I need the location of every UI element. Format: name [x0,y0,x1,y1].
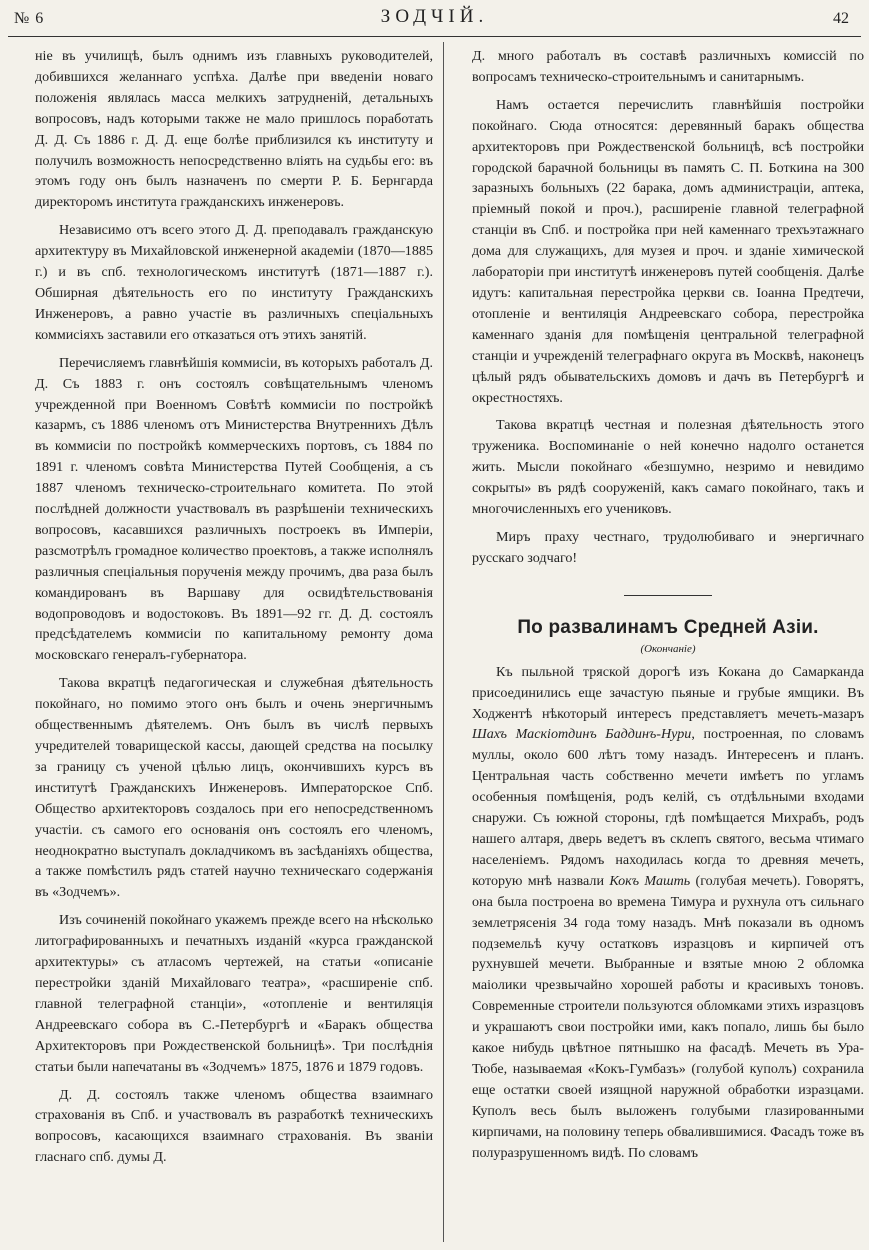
page-number: 42 [833,10,849,27]
paragraph: Независимо отъ всего этого Д. Д. преподавалъ гражданскую архитектуру въ Михайловской инженерной академiи (1870—1885 г.) и въ спб. технологическомъ институтѣ (1871—1887 г.). Обширная дѣятельность его по институту Гражданскихъ Инженеровъ, а равно участiе въ различныхъ спецiальныхъ коммисiяхъ заставили его отказаться отъ этихъ занятiй. [35,222,433,343]
text-run: , построенная, по словамъ муллы, около 600 лѣтъ тому назадъ. Интересенъ и планъ. Центральная часть собственно мечети имѣетъ по угламъ особенныя помѣщенiя, родъ келiй, съ отдѣльными входами снаружи. Съ южной стороны, гдѣ помѣщается Михрабъ, родъ нашего алтаря, дверь ведетъ въ склепъ святого, весьма чтимаго населенiемъ. Рядомъ находилась когда то древняя мечеть, которую мнѣ назвали [472,726,864,889]
left-column [35,46,433,1168]
right-column [472,46,864,1164]
paragraph: Такова вкратцѣ честная и полезная дѣятельность этого труженика. Воспоминанiе о ней конечно надолго останется жить. Мысли покойнаго «безшумно, незримо и невидимо сокрыты» въ рядѣ сооруженiй, какъ самаго покойнаго, такъ и многочисленныхъ его учениковъ. [472,417,864,518]
article-title: По развалинамъ Средней Азiи. [517,616,819,638]
paragraph: Изъ сочиненiй покойнаго укажемъ прежде всего на нѣсколько литографированныхъ и печатныхъ изданiй «курса гражданской архитектуры» съ атласомъ чертежей, на статьи «описанiе перестройки зданiй Михайловаго театра», «расширенiе спб. главной телеграфной станцiи», «отопленiе и вентиляцiя Андреевскаго собора въ С.-Петербургѣ и «Баракъ общества Архитекторовъ при Рождественской больницѣ». Три послѣднiя статьи были напечатаны въ «Зодчемъ» 1875, 1876 и 1879 годовъ. [35,912,433,1075]
paragraph: Д. много работалъ въ составѣ различныхъ комиссiй по вопросамъ техническо-строительнымъ и санитарнымъ. [472,48,864,85]
page-header [0,0,869,40]
column-divider [443,42,444,1242]
paragraph: Перечисляемъ главнѣйшiя коммисiи, въ которыхъ работалъ Д. Д. Съ 1883 г. онъ состоялъ совѣщательнымъ членомъ учрежденной при Военномъ Совѣтѣ коммисiи по постройкѣ казармъ, съ 1886 членомъ отъ Министерства Внутреннихъ Дѣлъ въ коммисiи по постройкѣ коммерческихъ портовъ, съ 1884 по 1891 г. членомъ совѣта Министерства Путей Сообщенiя, а съ 1887 членомъ техническо-строительнаго комитета. По этой послѣдней должности участвовалъ въ разрѣшенiи техническихъ вопросовъ, касавшихся различныхъ построекъ въ Имперiи, разсмотрѣлъ громадное количество проектовъ, а также исполнялъ различныя спецiальныя порученiя между прочимъ, два раза былъ командированъ въ Варшаву для освидѣтельствованiя водопроводовъ и водостоковъ. Въ 1891—92 гг. Д. Д. состоялъ предсѣдателемъ коммисiи по капитальному ремонту дома московскаго генералъ-губернатора. [35,354,433,664]
header-rule [8,36,861,37]
journal-title: ЗОДЧIЙ. [380,6,489,27]
mosque-name: Кокъ Машть [609,872,691,889]
issue-number: № 6 [14,10,45,27]
paragraph: Намъ остается перечислить главнѣйшiя постройки покойнаго. Сюда относятся: деревянный баракъ общества архитекторовъ при Рождественской больницѣ, всѣ постройки городской барачной больницы въ память С. П. Боткина на 300 заразныхъ больныхъ (22 барака, домъ администрацiи, аптека, прiемный покой и проч.), расширенiе главной телеграфной станцiи въ Спб. и постройка при ней каменнаго трехъэтажнаго дома для служащихъ, для музея и проч. и зданiе химической лабораторiи при институтѣ инженеровъ путей сообщенiя. Далѣе идутъ: капитальная перестройка церкви св. Iоанна Предтечи, отопленiе и вентиляцiя Андреевскаго собора, перестройка каменнаго зданiя для помѣщенiя центральной телеграфной станцiи и учрежденiй телеграфнаго округа въ Москвѣ, наконецъ цѣлый рядъ обывательскихъ домовъ и дачъ въ Петербургѣ и окрестностяхъ. [472,96,864,406]
paragraph: Такова вкратцѣ педагогическая и служебная дѣятельность покойнаго, но помимо этого онъ былъ и очень энергичнымъ общественнымъ дѣятелемъ. Онъ былъ въ числѣ первыхъ учредителей товарищеской кассы, дающей средства на посылку за границу съ ученой цѣлью лицъ, окончившихъ курсъ въ институтѣ Гражданскихъ Инженеровъ. Императорское Спб. Общество архитекторовъ создалось при его непосредственномъ участiи. съ самого его основанiя онъ состоялъ его членомъ, неоднократно выступалъ докладчикомъ въ засѣданiяхъ общества, а также помѣстилъ рядъ статей научно техническаго содержанiя въ «Зодчемъ». [35,675,433,901]
text-run: (голубая мечеть). Говорятъ, она была построена во времена Тимура и рухнула отъ сильнаго землетрясенiя 34 года тому назадъ. Мнѣ показали въ одномъ подземельѣ кучу остатковъ изразцовъ и кирпичей отъ рухнувшей мечети. Выбранные и взятые мною 2 обломка маiолики чрезвычайно хорошей работы и красивыхъ тоновъ. Современные строители пользуются обломками этихъ изразцовъ и украшаютъ свои постройки ими, какъ попало, лишь бы было какое нибудь цвѣтное пятнышко на фасадѣ. Мечеть въ Ура-Тюбе, называемая «Кокъ-Гумбазъ» (голубой куполъ) сохранила еще остатки своей изящной наружной обработки изразцами. Куполъ весь былъ выложенъ голубыми глазированными кирпичами, на половину теперь обвалившимися. Фасадъ тоже въ полуразрушенномъ видѣ. По словамъ [472,872,864,1161]
paragraph: Миръ праху честнаго, трудолюбиваго и энергичнаго русскаго зодчаго! [472,528,864,566]
paragraph: нiе въ училищѣ, былъ однимъ изъ главныхъ руководителей, добившихся желаннаго успѣха. Далѣе при введенiи новаго положенiя являлась масса мелкихъ затрудненiй, детальныхъ вопросовъ, надъ которыми также не мало пришлось поработать Д. Д. Съ 1886 г. Д. Д. еще болѣе приблизился къ институту и получилъ возможность непосредственно влiять на судьбы его: въ этомъ году онъ былъ назначенъ по смерти Р. Б. Бернгарда директоромъ института гражданскихъ инженеровъ. [35,48,433,211]
paragraph: Д. Д. состоялъ также членомъ общества взаимнаго страхованiя въ Спб. и участвовалъ въ разработкѣ техническихъ вопросовъ, касающихся взаимнаго страхованiя. Въ званiи гласнаго спб. думы Д. [35,1086,433,1166]
article-paragraph [472,662,864,1164]
article-subtitle: (Окончанiе) [640,642,696,655]
mosque-name: Шахъ Маскiотдинъ Баддинъ-Нури [472,726,692,743]
text-run: Къ пыльной тряской дорогѣ изъ Кокана до Самарканда присоединились еще зачастую пьяные и грубые ямщики. Въ Ходжентѣ нѣкоторый интересъ представляетъ мечеть-мазаръ [472,663,864,722]
section-divider [624,595,712,596]
